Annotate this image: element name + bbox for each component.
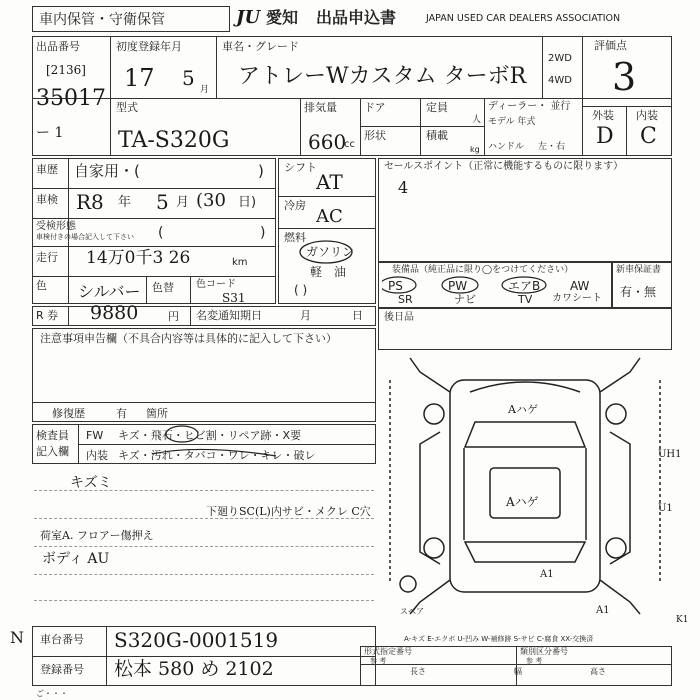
equipment-circles [382,275,608,295]
plate-value: 松本 580 め 2102 [114,658,274,680]
manual-options: 有・無 [620,285,657,299]
inspection-month: 5 [156,190,169,214]
handle-label: ハンドル [488,142,525,152]
sales-point-box [378,158,672,262]
repair-has: 有 [116,407,127,420]
form-title: 出品申込書 [316,8,397,27]
history-label: 車歴 [36,163,58,176]
sales-point-label: セールスポイント（正常に機能するものに限ります） [384,161,624,172]
receipt-paren-close: ) [260,225,266,241]
category-ref: 参 考 [526,657,543,665]
receipt-label: 受検形態 [36,221,76,232]
diagram-mark-bottom-right: A1 [596,605,610,616]
price-label: R 券 [36,309,59,322]
registration-year: 17 [124,64,155,92]
gasoline-circle [296,238,356,264]
history-value: 自家用・( [74,162,140,180]
displacement-value: 660 [308,130,347,154]
model-label: 型式 [116,101,138,114]
exterior-grade: D [596,124,614,149]
remarks-label: 注意事項申告欄（不具合内容等は具体的に記入して下さい） [40,332,337,345]
color-value: シルバー [78,282,141,301]
spec-label: 形式指定番号 [364,647,412,656]
mileage-label: 走行 [36,251,58,264]
spare-label: スペア [400,607,424,616]
inspection-year-unit: 年 [118,195,132,210]
handle-options: 左・右 [538,142,566,152]
logo-text: 愛知 [266,8,299,27]
footer-text: ご・・・ [36,689,68,698]
fw-items: キズ・飛石・ヒビ割・リペア跡・X要 [118,429,302,442]
lot-number: 35017 [36,86,106,111]
fuel-label: 燃料 [284,231,306,244]
association-name: JAPAN USED CAR DEALERS ASSOCIATION [426,13,621,24]
shape-label: 形状 [364,129,386,142]
diagram-mark-middle: Aハゲ [506,495,539,509]
inspector-label-2: 記入欄 [36,445,69,458]
height-label: 高さ [590,667,606,676]
category-label: 類別区分番号 [520,647,568,656]
diagram-mark-corner: K1 [676,615,689,625]
notice-day-unit: 日 [352,309,363,322]
inspector-note-4: ボディ AU [42,551,110,567]
lot-label: 出品番号 [36,40,80,53]
model-value: TA-S320G [118,128,230,153]
inspector-note-2: 下廻りSC(L)内サビ・メクレ C穴 [206,505,371,518]
interior-items: キズ・汚れ・タバコ・ワレ・キレ・破レ [118,449,316,462]
equip-ps: PS [388,279,403,293]
diagram-mark-right-lower: U1 [658,503,673,514]
evaluation-score: 3 [612,55,637,99]
equip-seat: カワシート [552,293,602,304]
lot-scribble: ー 1 [36,125,64,141]
later-items-label: 後日品 [384,312,414,323]
history-close: ) [258,162,264,180]
storage-title: 車内保管・守衛保管 [39,12,165,28]
load-label: 積載 [426,129,448,142]
registration-month-unit: 月 [200,85,210,95]
lot-sub-number: [2136] [46,63,86,77]
equipment-grid [382,278,608,306]
four-wd-label: 4WD [548,75,572,86]
repair-place: 箇所 [146,407,168,420]
receipt-note: 車検付きの場合記入して下さい [36,233,134,241]
shift-label: シフト [284,161,317,174]
exterior-label: 外装 [592,109,614,122]
inspection-day-unit: 日) [238,195,257,210]
evaluation-label: 評価点 [594,39,627,52]
equip-navi: ナビ [454,293,476,306]
load-unit: kg [470,145,480,154]
fuel-gasoline: ガソリン [306,245,355,259]
diagram-mark-right: UH1 [658,449,682,460]
notice-month-unit: 月 [300,309,311,322]
aircon-label: 冷房 [284,199,306,212]
diagram-mark-top: Aハゲ [508,403,538,416]
equip-aw: AW [570,279,590,293]
inspection-label: 車検 [36,193,58,206]
damage-legend: A-キズ E-エクボ U-凹み W-補修跡 S-サビ C-腐食 XX-交換済 [404,635,594,643]
equipment-label: 装備品（純正品に限り◯をつけてください） [392,265,574,275]
shift-paren [336,178,347,188]
two-wd-label: 2WD [548,53,572,64]
repair-label: 修復歴 [52,407,85,420]
price-unit: 円 [168,310,179,323]
color-code-label: 色コード [196,279,236,290]
later-items-box [378,308,672,350]
diagram-mark-bottom: A1 [540,569,554,580]
first-registration-label: 初度登録年月 [116,40,182,53]
notice-date-label: 名変通知期日 [196,309,262,322]
price-value: 9880 [90,302,139,324]
chassis-label: 車台番号 [40,633,84,646]
receipt-paren-open: ( [158,225,164,241]
capacity-unit: 人 [472,115,482,125]
equip-tv: TV [518,293,533,306]
color-change-label: 色替 [152,281,174,294]
fuel-paren: ( ) [294,283,308,297]
car-name-label: 車名・グレード [222,40,299,53]
inspection-month-unit: 月 [176,195,190,210]
shift-value: AT [316,170,343,194]
inspector-label: 検査員 [36,429,69,442]
interior-row-label: 内装 [86,449,108,462]
fw-label: FW [86,429,104,442]
inspection-day: (30 [196,190,226,211]
dealer-label: ディーラー・ 並行 [488,101,571,112]
equip-pw: PW [448,279,468,293]
interior-grade: C [640,124,657,149]
interior-label: 内装 [636,109,658,122]
equip-airbag: エアB [508,279,541,293]
spec-ref: 参 考 [370,657,387,665]
manual-label: 新車保証書 [616,265,662,275]
color-label: 色 [36,279,47,292]
inspection-era: R8 [76,190,104,214]
aircon-value: AC [316,206,343,227]
sales-point-mark: 4 [398,178,409,197]
inspector-marks [80,424,376,464]
length-label: 長さ [410,667,426,676]
mileage-value: 14万0千3 26 [86,248,191,268]
capacity-label: 定員 [426,101,448,114]
displacement-unit: cc [344,139,355,150]
displacement-label: 排気量 [304,101,337,114]
car-damage-diagram [380,352,672,624]
chassis-value: S320G-0001519 [114,628,279,652]
car-name-value: アトレーWカスタム ターボR [238,64,527,89]
fuel-diesel: 軽 油 [310,265,347,279]
plate-label: 登録番号 [40,663,84,676]
inspector-note-3: 荷室A. フロアー傷押え [40,529,154,542]
inspector-note-1: キズミ [70,475,112,491]
doors-label: ドア [364,101,386,114]
equip-sr: SR [398,293,413,306]
mileage-unit: km [232,257,248,268]
width-label: 幅 [514,667,522,676]
ju-logo: JU [236,7,261,28]
registration-month: 5 [182,66,195,90]
storage-title-box [32,6,230,32]
chassis-prefix: N [10,628,24,647]
model-year-label: モデル 年式 [488,117,536,127]
color-code: S31 [222,291,246,305]
